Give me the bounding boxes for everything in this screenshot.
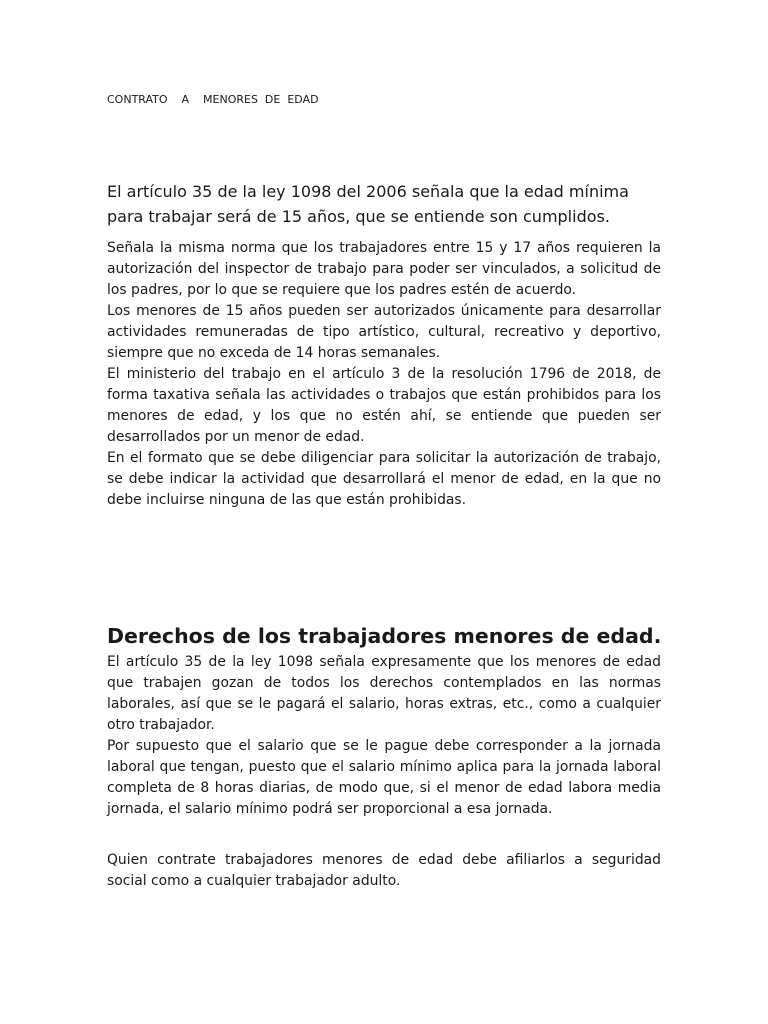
- closing-paragraph: Quien contrate trabajadores menores de edad debe afiliarlos a seguridad social como a cualquier trabajador adulto.: [107, 852, 661, 889]
- section-heading: Derechos de los trabajadores menores de edad.: [107, 624, 662, 648]
- paragraph: El ministerio del trabajo en el artículo 3 de la resolución 1796 de 2018, de forma taxativa señala las actividades o trabajos que están prohibidos para los menores de edad, y los que no estén ahí, se entiende que pueden ser desarrollados por un menor de edad.: [107, 366, 661, 445]
- paragraph: En el formato que se debe diligenciar para solicitar la autorización de trabajo, se debe indicar la actividad que desarrollará el menor de edad, en la que no debe incluirse ninguna de las que están prohibidas.: [107, 450, 661, 508]
- body-section-1: [107, 238, 661, 511]
- paragraph: El artículo 35 de la ley 1098 señala expresamente que los menores de edad que trabajen gozan de todos los derechos contemplados en las normas laborales, así que se le pagará el salario, horas extras, etc., como a cualquier otro trabajador.: [107, 654, 661, 733]
- body-section-3: [107, 850, 661, 892]
- body-section-2: [107, 652, 661, 820]
- paragraph: Los menores de 15 años pueden ser autorizados únicamente para desarrollar actividades remuneradas de tipo artístico, cultural, recreativo y deportivo, siempre que no exceda de 14 horas semanales.: [107, 303, 661, 361]
- paragraph: Señala la misma norma que los trabajadores entre 15 y 17 años requieren la autorización del inspector de trabajo para poder ser vinculados, a solicitud de los padres, por lo que se requiere que los padres estén de acuerdo.: [107, 240, 661, 298]
- intro-paragraph: El artículo 35 de la ley 1098 del 2006 señala que la edad mínima para trabajar será de 15 años, que se entiende son cumplidos.: [107, 182, 629, 226]
- paragraph: Por supuesto que el salario que se le pague debe corresponder a la jornada laboral que tengan, puesto que el salario mínimo aplica para la jornada laboral completa de 8 horas diarias, de modo que, si el menor de edad labora media jornada, el salario mínimo podrá ser proporcional a esa jornada.: [107, 738, 661, 817]
- document-title: CONTRATO A MENORES DE EDAD: [107, 93, 319, 106]
